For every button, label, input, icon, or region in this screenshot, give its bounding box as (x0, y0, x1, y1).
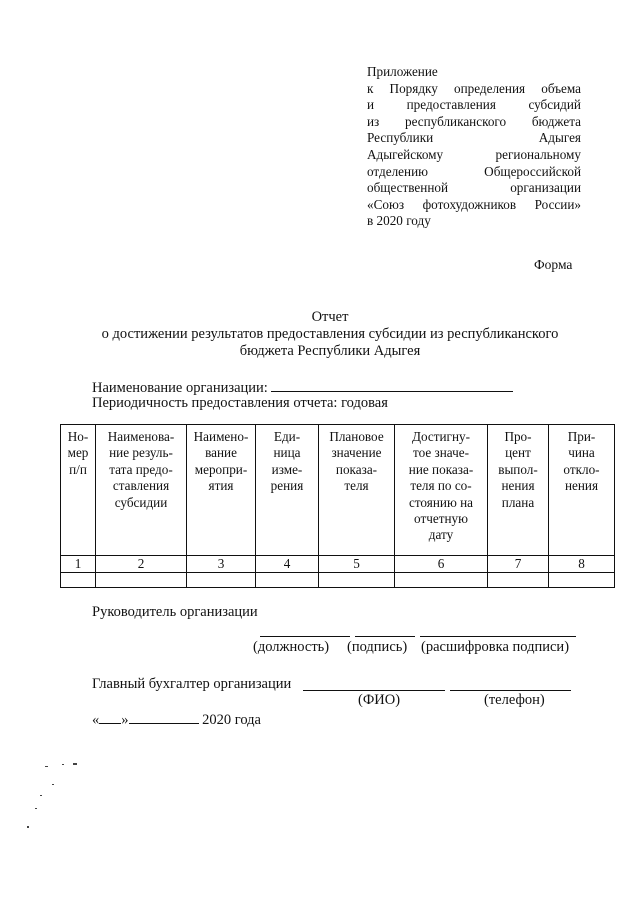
column-number: 8 (549, 556, 615, 573)
scan-speck (35, 808, 37, 809)
phone-caption: (телефон) (484, 692, 545, 708)
accountant-label: Главный бухгалтер организации (92, 676, 292, 692)
table-cell[interactable] (488, 573, 549, 588)
column-number: 4 (256, 556, 319, 573)
position-caption: (должность) (253, 639, 330, 655)
decoding-caption: (расшифровка подписи) (421, 639, 570, 655)
table-cell[interactable] (61, 573, 96, 588)
header-result-name: Наименова- ние резуль- тата предо- ставления субсидии (96, 425, 187, 556)
periodicity-value: годовая (341, 395, 388, 411)
appendix-line: отделению Общероссийской (367, 163, 581, 179)
appendix-line: Приложение (367, 64, 438, 79)
appendix-line: Адыгейскому региональному (367, 146, 581, 162)
header-event-name: Наимено- вание меропри- ятия (187, 425, 256, 556)
signature-line[interactable] (355, 636, 415, 637)
report-subtitle-line-2: бюджета Республики Адыгея (239, 343, 421, 359)
report-subtitle-line-1: о достижении результатов предоставления субсидии из республиканского (101, 326, 559, 342)
date-open-quote: « (92, 712, 100, 728)
periodicity-label: Периодичность предоставления отчета: (92, 395, 338, 411)
header-achieved-value: Достигну- тое значе- ние показа- теля по со- стоянию на отчетную дату (395, 425, 488, 556)
decoding-line[interactable] (420, 636, 576, 637)
column-number: 5 (319, 556, 395, 573)
appendix-line: к Порядку определения объема (367, 80, 581, 96)
column-number: 6 (395, 556, 488, 573)
table-cell[interactable] (96, 573, 187, 588)
accountant-fio-line[interactable] (303, 690, 445, 691)
date-day-line[interactable] (99, 709, 121, 724)
scan-speck (40, 795, 42, 796)
periodicity-row (92, 395, 388, 412)
scan-speck (73, 763, 77, 765)
report-title: Отчет (311, 309, 349, 325)
column-number: 2 (96, 556, 187, 573)
table-cell[interactable] (256, 573, 319, 588)
position-line[interactable] (260, 636, 350, 637)
column-number: 3 (187, 556, 256, 573)
column-number-row (61, 556, 615, 573)
appendix-block (367, 64, 581, 230)
header-unit: Еди- ница изме- рения (256, 425, 319, 556)
header-planned-value: Плановое значение показа- теля (319, 425, 395, 556)
fio-caption: (ФИО) (358, 692, 401, 708)
report-table (60, 424, 615, 588)
signature-caption: (подпись) (347, 639, 408, 655)
table-cell[interactable] (395, 573, 488, 588)
table-cell[interactable] (319, 573, 395, 588)
appendix-line: общественной организации (367, 180, 581, 196)
header-percent-complete: Про- цент выпол- нения плана (488, 425, 549, 556)
date-year-text: 2020 года (202, 712, 261, 728)
table-cell[interactable] (187, 573, 256, 588)
appendix-line: из республиканского бюджета (367, 113, 581, 129)
column-number: 1 (61, 556, 96, 573)
organization-name-input-line[interactable] (271, 377, 513, 392)
appendix-line: и предоставления субсидий (367, 97, 581, 113)
scan-speck (52, 784, 54, 785)
column-number: 7 (488, 556, 549, 573)
appendix-line: «Союз фотохудожников России» (367, 196, 581, 212)
table-row (61, 573, 615, 588)
form-label: Форма (534, 257, 573, 272)
table-cell[interactable] (549, 573, 615, 588)
date-month-line[interactable] (129, 709, 199, 724)
header-number: Но- мер п/п (61, 425, 96, 556)
organization-name-row (92, 377, 513, 397)
accountant-phone-line[interactable] (450, 690, 571, 691)
scan-speck (27, 826, 29, 828)
head-label: Руководитель организации (92, 604, 258, 620)
date-row (92, 709, 261, 729)
organization-name-label: Наименование организации: (92, 380, 268, 396)
header-deviation-reason: При- чина откло- нения (549, 425, 615, 556)
scan-speck (62, 764, 64, 765)
scan-speck (45, 766, 48, 767)
table-header-row (61, 425, 615, 556)
appendix-line: в 2020 году (367, 213, 431, 229)
appendix-line: Республики Адыгея (367, 130, 581, 146)
date-close-quote: » (121, 712, 129, 728)
